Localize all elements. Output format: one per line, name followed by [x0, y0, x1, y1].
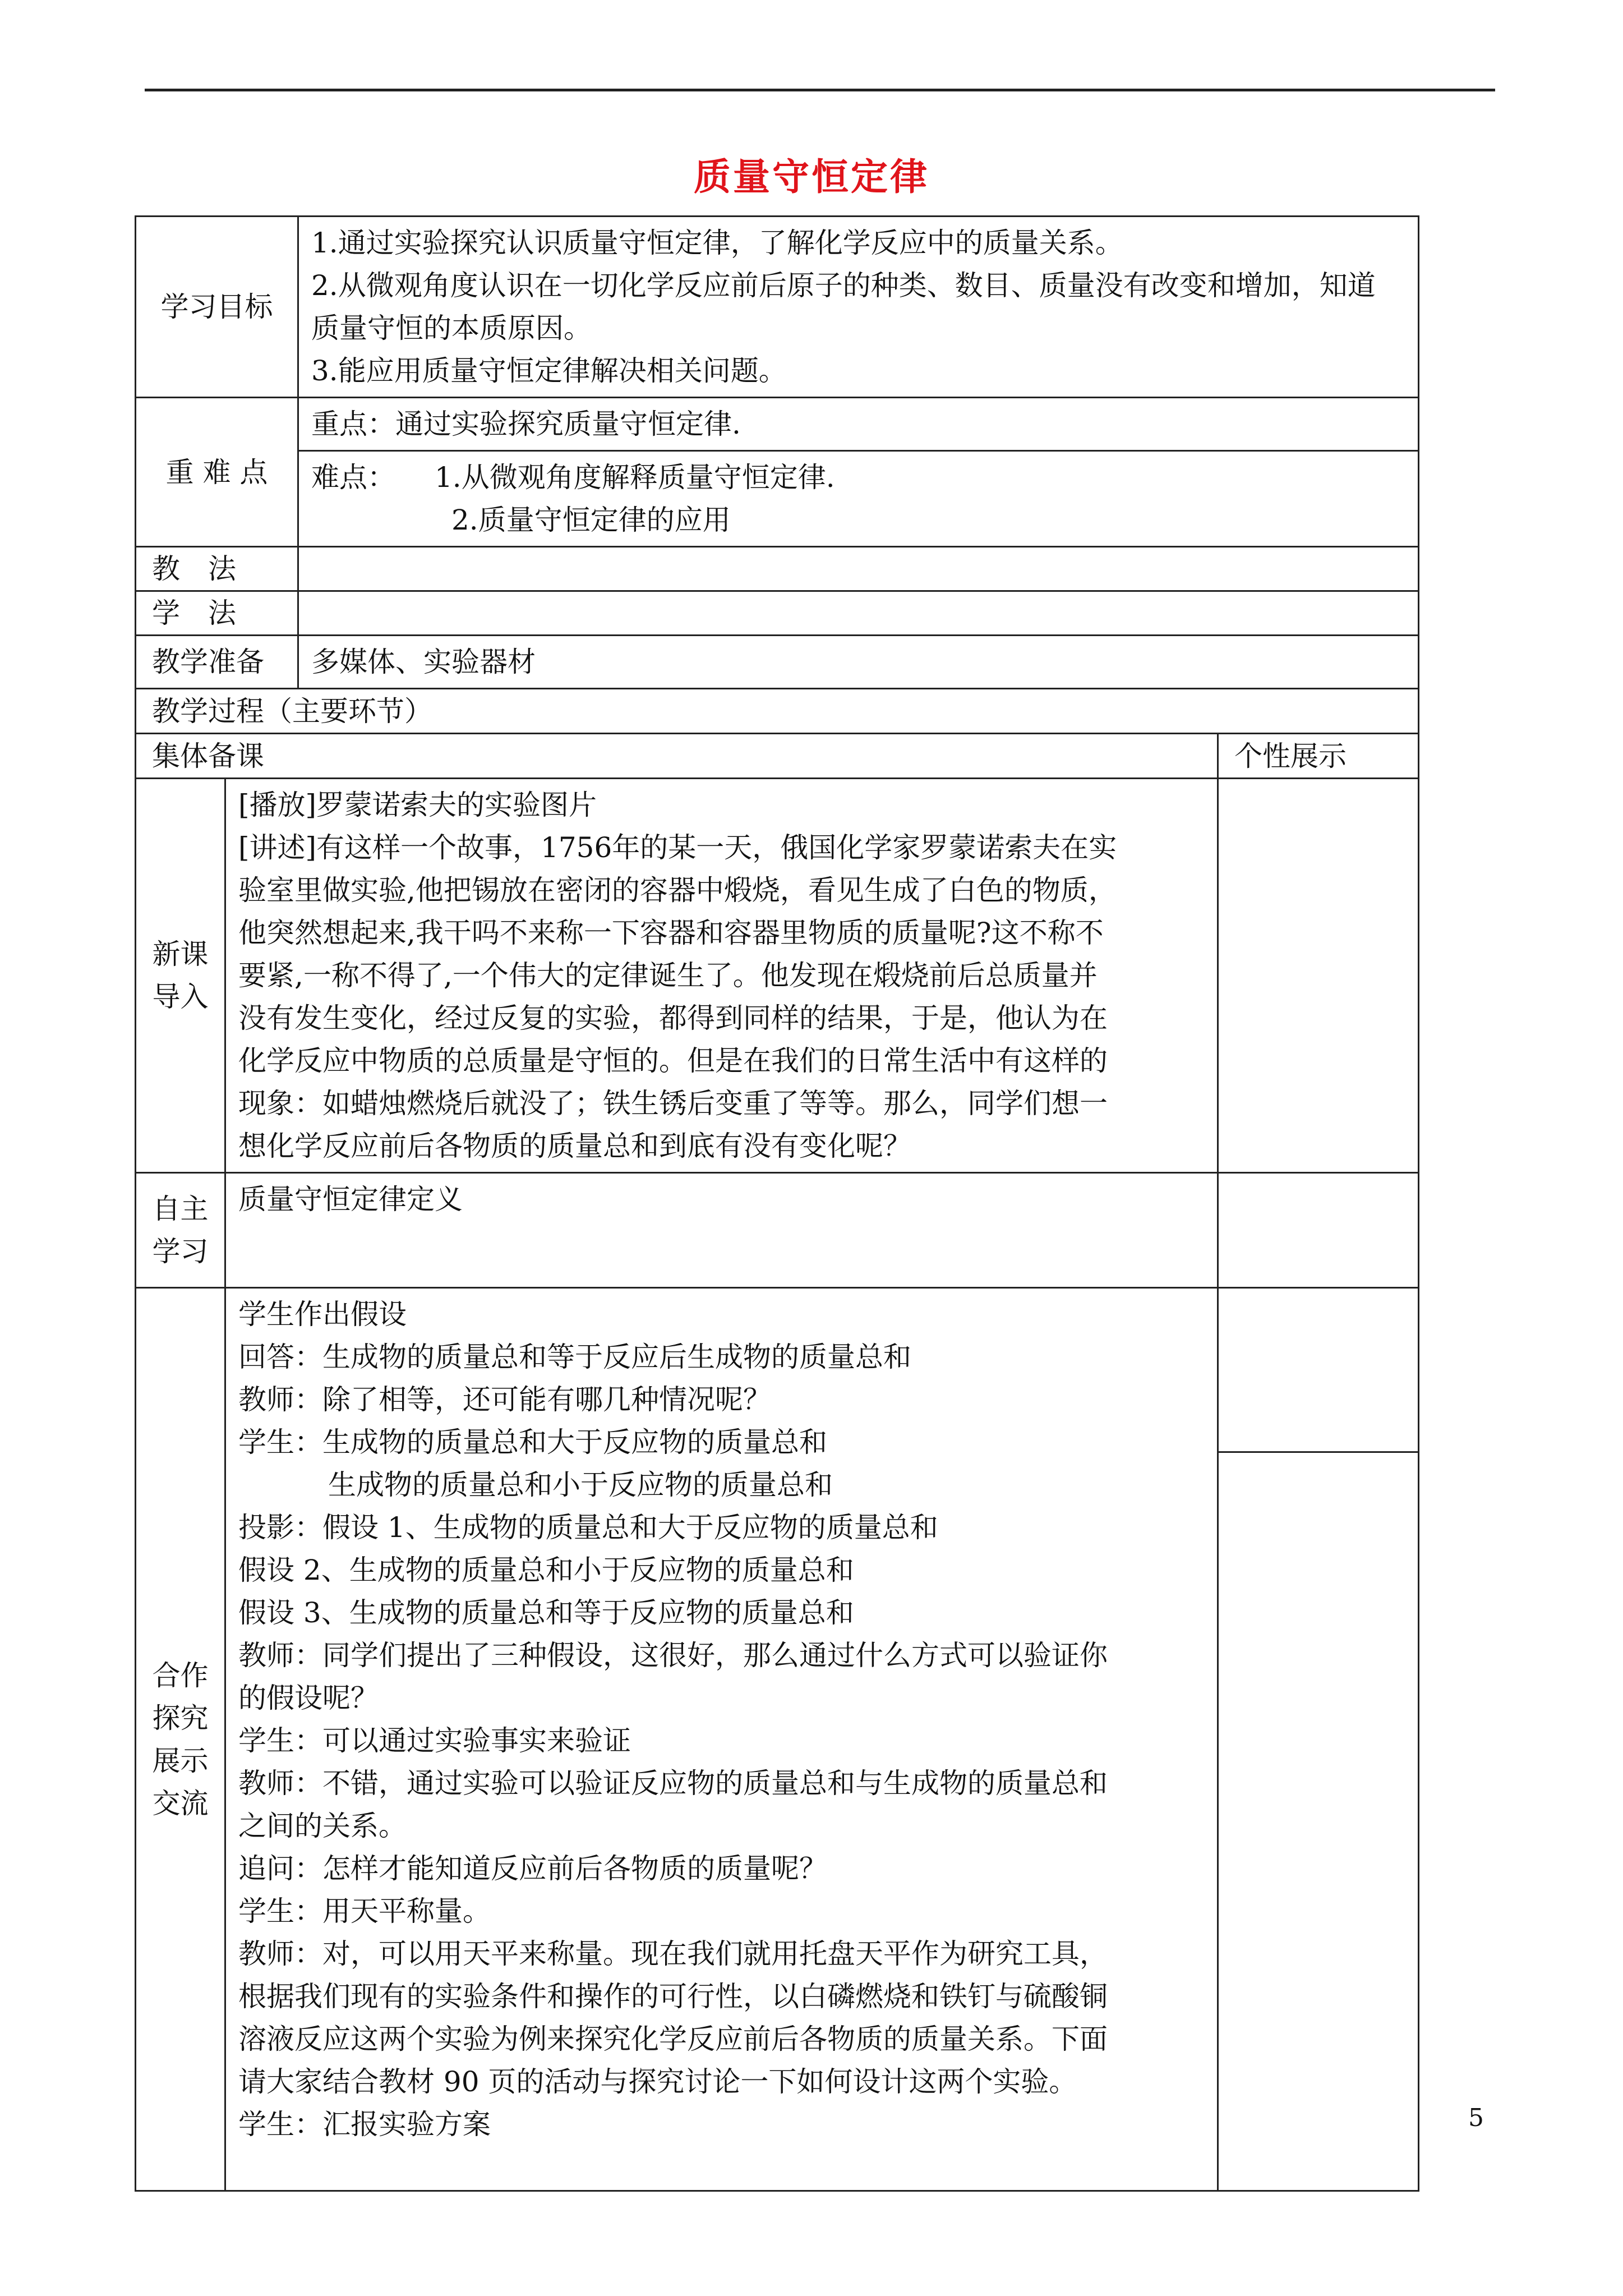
column-header-row — [136, 734, 1419, 779]
teaching-method-label: 教 法 — [136, 547, 298, 591]
personal-sub-divider — [1219, 1451, 1418, 1453]
cooperative-line: 溶液反应这两个实验为例来探究化学反应前后各物质的质量关系。下面 — [238, 2023, 1108, 2055]
self-study-line: 质量守恒定律定义 — [238, 1183, 463, 1216]
intro-personal-cell — [1218, 779, 1419, 1173]
collective-prep-label: 集体备课 — [136, 734, 1218, 779]
intro-content — [225, 779, 1218, 1173]
self-study-label-line: 学习 — [152, 1235, 209, 1268]
self-study-label — [136, 1173, 225, 1288]
document-title: 质量守恒定律 — [694, 155, 929, 199]
cooperative-label-line: 探究 — [152, 1701, 209, 1734]
intro-line: [播放]罗蒙诺索夫的实验图片 — [238, 789, 597, 821]
cooperative-row — [136, 1288, 1419, 2191]
objectives-label: 学习目标 — [136, 217, 298, 398]
cooperative-line: 教师：对，可以用天平来称量。现在我们就用托盘天平作为研究工具， — [238, 1938, 1108, 1970]
cooperative-line: 投影：假设 1、生成物的质量总和大于反应物的质量总和 — [238, 1511, 938, 1544]
key-points-label: 重 难 点 — [136, 398, 298, 547]
cooperative-line: 假设 3、生成物的质量总和等于反应物的质量总和 — [238, 1596, 854, 1629]
key-point: 重点：通过实验探究质量守恒定律. — [298, 398, 1419, 451]
cooperative-label-line: 展示 — [152, 1744, 209, 1777]
intro-line: 他突然想起来,我干吗不来称一下容器和容器里物质的质量呢?这不称不 — [238, 917, 1104, 949]
page-number: 5 — [1468, 2104, 1484, 2132]
cooperative-personal-cell — [1218, 1288, 1419, 2191]
cooperative-line: 之间的关系。 — [238, 1810, 407, 1842]
self-study-row — [136, 1173, 1419, 1288]
preparation-row — [136, 636, 1419, 689]
cooperative-line: 假设 2、生成物的质量总和小于反应物的质量总和 — [238, 1554, 854, 1586]
cooperative-label-line: 交流 — [152, 1787, 209, 1820]
difficulty-content — [298, 451, 1419, 547]
cooperative-label-line: 合作 — [152, 1659, 209, 1692]
learning-method-row — [136, 591, 1419, 636]
personal-display-label: 个性展示 — [1218, 734, 1419, 779]
learning-method-value — [298, 591, 1419, 636]
cooperative-line: 的假设呢？ — [238, 1682, 379, 1714]
teaching-method-value — [298, 547, 1419, 591]
cooperative-line: 追问：怎样才能知道反应前后各物质的质量呢？ — [238, 1852, 827, 1885]
intro-line: [讲述]有这样一个故事，1756年的某一天，俄国化学家罗蒙诺索夫在实 — [238, 831, 1117, 864]
cooperative-line: 回答：生成物的质量总和等于反应后生成物的质量总和 — [238, 1341, 911, 1373]
objectives-content — [298, 217, 1419, 398]
objective-line: 1.通过实验探究认识质量守恒定律，了解化学反应中的质量关系。 — [311, 227, 1123, 259]
teaching-method-row — [136, 547, 1419, 591]
intro-row — [136, 779, 1419, 1173]
difficulty-1: 1.从微观角度解释质量守恒定律. — [435, 461, 835, 494]
objective-line: 3.能应用质量守恒定律解决相关问题。 — [311, 355, 787, 387]
cooperative-line: 生成物的质量总和小于反应物的质量总和 — [328, 1469, 833, 1501]
preparation-value: 多媒体、实验器材 — [298, 636, 1419, 689]
cooperative-line: 教师：除了相等，还可能有哪几种情况呢？ — [238, 1383, 771, 1416]
learning-method-label: 学 法 — [136, 591, 298, 636]
header-rule — [145, 89, 1495, 91]
cooperative-line: 学生：生成物的质量总和大于反应物的质量总和 — [238, 1426, 827, 1458]
intro-label — [136, 779, 225, 1173]
difficulty-label: 难点： — [311, 461, 395, 494]
intro-line: 想化学反应前后各物质的质量总和到底有没有变化呢？ — [238, 1130, 911, 1162]
objective-line: 质量守恒的本质原因。 — [311, 312, 592, 344]
self-study-personal-cell — [1218, 1173, 1419, 1288]
cooperative-line: 根据我们现有的实验条件和操作的可行性，以白磷燃烧和铁钉与硫酸铜 — [238, 1980, 1108, 2013]
personal-sub-cell — [1219, 1289, 1418, 1451]
preparation-label: 教学准备 — [136, 636, 298, 689]
self-study-label-line: 自主 — [152, 1193, 209, 1225]
intro-line: 现象：如蜡烛燃烧后就没了；铁生锈后变重了等等。那么，同学们想一 — [238, 1087, 1108, 1120]
key-points-row — [136, 398, 1419, 451]
difficulty-2: 2.质量守恒定律的应用 — [451, 504, 731, 536]
process-header: 教学过程（主要环节） — [136, 689, 1419, 734]
cooperative-line: 教师：不错，通过实验可以验证反应物的质量总和与生成物的质量总和 — [238, 1767, 1108, 1800]
difficulty-row — [136, 451, 1419, 547]
cooperative-line: 学生：用天平称量。 — [238, 1895, 491, 1927]
intro-label-line: 导入 — [152, 981, 209, 1013]
cooperative-line: 学生：汇报实验方案 — [238, 2108, 491, 2141]
cooperative-line: 请大家结合教材 90 页的活动与探究讨论一下如何设计这两个实验。 — [238, 2065, 1077, 2098]
self-study-content — [225, 1173, 1218, 1288]
objectives-row — [136, 217, 1419, 398]
lesson-plan-table — [135, 215, 1419, 2192]
cooperative-label — [136, 1288, 225, 2191]
intro-label-line: 新课 — [152, 938, 209, 970]
difficulty-line — [311, 456, 1405, 499]
cooperative-content — [225, 1288, 1218, 2191]
intro-line: 没有发生变化，经过反复的实验，都得到同样的结果，于是，他认为在 — [238, 1002, 1108, 1034]
intro-line: 验室里做实验,他把锡放在密闭的容器中煅烧，看见生成了白色的物质， — [238, 874, 1117, 907]
objective-line: 2.从微观角度认识在一切化学反应前后原子的种类、数目、质量没有改变和增加，知道 — [311, 269, 1376, 302]
process-header-row — [136, 689, 1419, 734]
intro-line: 要紧,一称不得了,一个伟大的定律诞生了。他发现在煅烧前后总质量并 — [238, 959, 1098, 992]
cooperative-line: 学生作出假设 — [238, 1298, 407, 1331]
intro-line: 化学反应中物质的总质量是守恒的。但是在我们的日常生活中有这样的 — [238, 1045, 1108, 1077]
cooperative-line: 教师：同学们提出了三种假设，这很好，那么通过什么方式可以验证你 — [238, 1639, 1108, 1672]
cooperative-line: 学生：可以通过实验事实来验证 — [238, 1724, 631, 1757]
